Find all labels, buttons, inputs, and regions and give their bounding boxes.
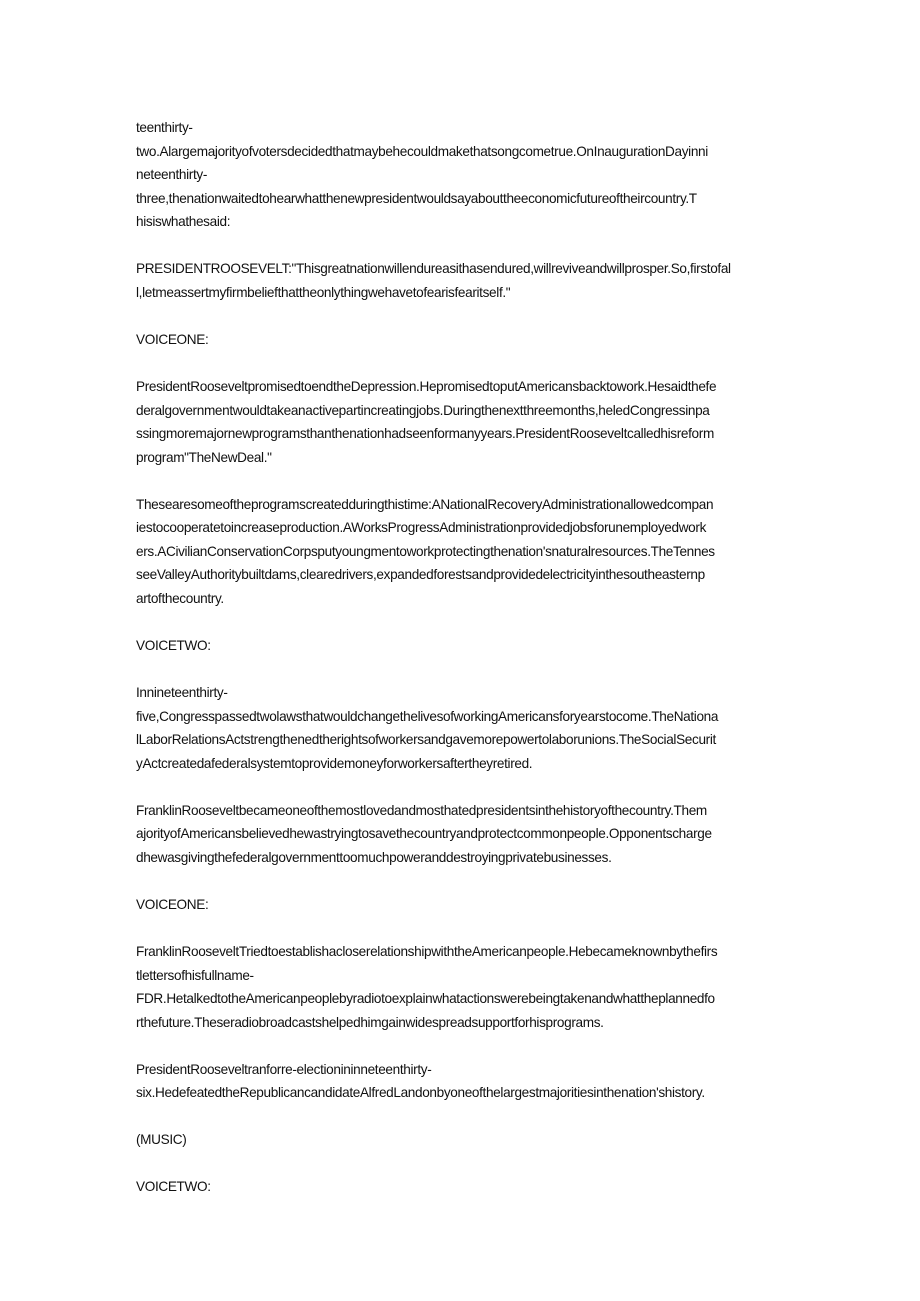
text-line: teenthirty- [136,120,193,135]
paragraph-labor-laws [136,681,784,775]
text-line: VOICETWO: [136,1179,211,1195]
text-line: dhewasgivingthefederalgovernmenttoomuchpoweranddestroyingprivatebusinesses. [136,849,612,865]
text-line: seeValleyAuthoritybuiltdams,clearedrivers,expandedforestsandprovidedelectricityinthesoutheasternp [136,567,705,583]
paragraph-roosevelt-quote [136,257,784,304]
text-line: Innineteenthirty- [136,685,228,701]
text-line: ssingmoremajornewprogramsthanthenationhadseenformanyyears.PresidentRooseveltcalledhisreform [136,426,714,442]
text-line: ers.ACivilianConservationCorpsputyoungmentoworkprotectingthenation'snaturalresources.TheTennes [136,543,715,559]
text-line: VOICETWO: [136,638,211,654]
text-line: neteenthirty- [136,167,208,183]
text-line: Thesearesomeoftheprogramscreatedduringthistime:ANationalRecoveryAdministrationallowedcompan [136,496,714,512]
text-line: artofthecountry. [136,591,224,607]
paragraph-reelection [136,1058,784,1105]
music-cue [136,1128,784,1152]
text-line: iestocooperatetoincreaseproduction.AWorksProgressAdministrationprovidedjobsforunemployedwork [136,520,707,536]
paragraph-fdr-radio [136,940,784,1034]
paragraph-opinion [136,799,784,870]
text-line: VOICEONE: [136,331,209,347]
document-body [136,116,784,1222]
speaker-label [136,634,784,658]
text-line: program"TheNewDeal." [136,449,272,465]
text-line: FranklinRooseveltTriedtoestablishacloserelationshipwiththeAmericanpeople.Hebecameknownbythefirs [136,943,718,959]
text-line: FDR.HetalkedtotheAmericanpeoplebyradiotoexplainwhatactionswerebeingtakenandwhattheplannedfo [136,991,715,1007]
text-line: tlettersofhisfullname- [136,967,254,983]
text-line: lLaborRelationsActstrengthenedtherightsofworkersandgavemorepowertolaborunions.TheSocialSecurit [136,732,716,748]
text-line: l,letmeassertmyfirmbeliefthattheonlythingwehavetofearisfearitself." [136,284,511,300]
text-line: (MUSIC) [136,1132,187,1148]
text-line: deralgovernmentwouldtakeanactivepartincreatingjobs.Duringthenextthreemonths,heledCongressinpa [136,402,710,418]
text-line: ajorityofAmericansbelievedhewastryingtosavethecountryandprotectcommonpeople.Opponentscharge [136,826,712,842]
text-line: PresidentRooseveltpromisedtoendtheDepression.HepromisedtoputAmericansbacktowork.Hesaidthefe [136,378,717,394]
text-line: five,CongresspassedtwolawsthatwouldchangethelivesofworkingAmericansforyearstocome.TheNationa [136,708,719,724]
text-line: yActcreatedafederalsystemtoprovidemoneyforworkersaftertheyretired. [136,755,533,771]
text-line: six.HedefeatedtheRepublicancandidateAlfredLandonbyoneofthelargestmajoritiesinthenation'shistory. [136,1085,705,1101]
paragraph-inauguration [136,116,784,234]
text-line: hisiswhathesaid: [136,214,231,230]
text-line: PRESIDENTROOSEVELT:"Thisgreatnationwillendureasithasendured,willreviveandwillprosper.So,firstofal [136,261,731,277]
speaker-label [136,328,784,352]
text-line: three,thenationwaitedtohearwhatthenewpresidentwouldsayabouttheeconomicfutureoftheircountry.T [136,190,697,206]
text-line: VOICEONE: [136,896,209,912]
speaker-label [136,893,784,917]
text-line: two.Alargemajorityofvotersdecidedthatmaybehecouldmakethatsongcometrue.OnInaugurationDayinni [136,143,708,159]
paragraph-programs [136,493,784,611]
speaker-label [136,1175,784,1199]
text-line: PresidentRooseveltranforre-electionininneteenthirty- [136,1061,432,1077]
text-line: FranklinRooseveltbecameoneofthemostlovedandmosthatedpresidentsinthehistoryofthecountry.Them [136,802,707,818]
paragraph-new-deal [136,375,784,469]
text-line: rthefuture.Theseradiobroadcastshelpedhimgainwidespreadsupportforhisprograms. [136,1014,604,1030]
